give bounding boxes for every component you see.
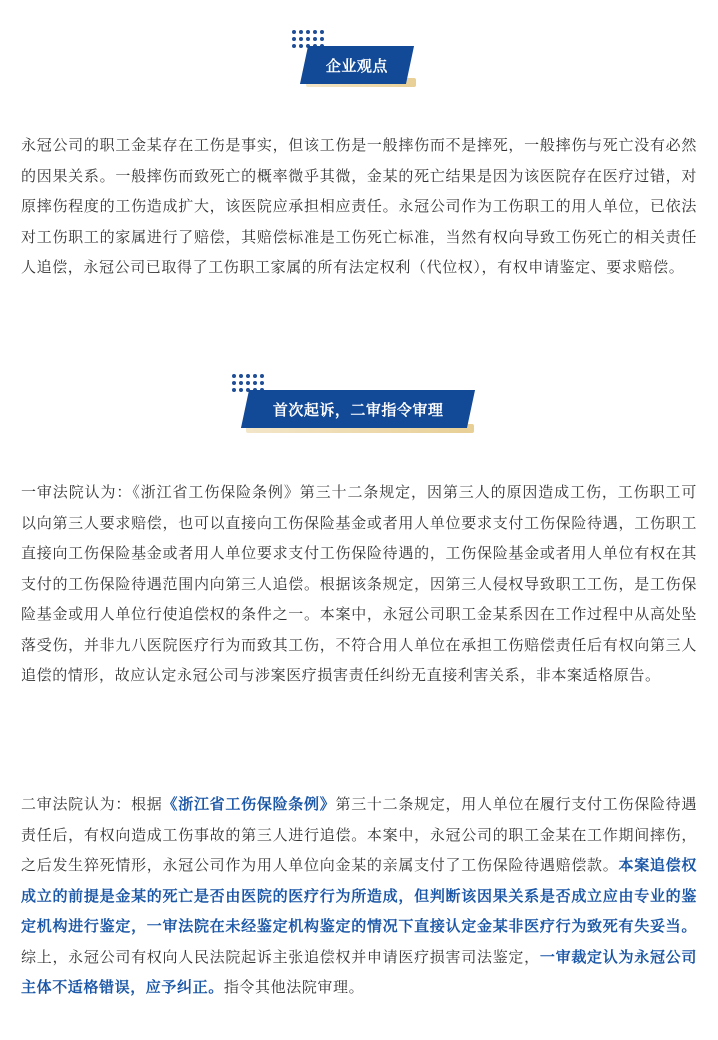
text-run: 第三十二条规定，用人单位在履行支付工伤保险待遇责任后，有权向造成工伤事故的第三人进行追偿。本案中，永冠公司的职工金某在工作期间摔伤，之后发生猝死情形，永冠公司作为用人单位向金某的亲属支付了工伤保险待遇赔偿款。 xyxy=(21,795,697,874)
text-run: 二审法院认为：根据 xyxy=(21,795,163,813)
regulation-citation: 《浙江省工伤保险条例》 xyxy=(162,795,336,813)
section-heading-2 xyxy=(0,372,718,436)
highlighted-ruling: 一审裁定认为永冠公司主体不适格错误，应予纠正。 xyxy=(21,947,697,996)
highlighted-reasoning: 本案追偿权成立的前提是金某的死亡是否由医院的医疗行为所造成，但判断该因果关系是否成立应由专业的鉴定机构进行鉴定，一审法院在未经鉴定机构鉴定的情况下直接认定金某非医疗行为致死有失妥当。 xyxy=(21,856,697,935)
second-instance-paragraph xyxy=(21,789,697,1003)
section-title: 企业观点 xyxy=(325,56,388,75)
section1-paragraph: 永冠公司的职工金某存在工伤是事实，但该工伤是一般摔伤而不是摔死，一般摔伤与死亡没有必然的因果关系。一般摔伤而致死亡的概率微乎其微，金某的死亡结果是因为该医院存在医疗过错，对原摔伤程度的工伤造成扩大，该医院应承担相应责任。永冠公司作为工伤职工的用人单位，已依法对工伤职工的家属进行了赔偿，其赔偿标准是工伤死亡标准，当然有权向导致工伤死亡的相关责任人追偿，永冠公司已取得了工伤职工家属的所有法定权利（代位权），有权申请鉴定、要求赔偿。 xyxy=(21,136,697,276)
heading-banner xyxy=(241,390,475,428)
section-title: 首次起诉，二审指令审理 xyxy=(272,400,444,419)
text-run: 指令其他法院审理。 xyxy=(223,978,365,996)
section-heading-1 xyxy=(0,28,718,92)
first-instance-paragraph: 一审法院认为：《浙江省工伤保险条例》第三十二条规定，因第三人的原因造成工伤，工伤职工可以向第三人要求赔偿，也可以直接向工伤保险基金或者用人单位要求支付工伤保险待遇，工伤职工直接向工伤保险基金或者用人单位要求支付工伤保险待遇的，工伤保险基金或者用人单位有权在其支付的工伤保险待遇范围内向第三人追偿。根据该条规定，因第三人侵权导致职工工伤，是工伤保险基金或用人单位行使追偿权的条件之一。本案中，永冠公司职工金某系因在工作过程中从高处坠落受伤，并非九八医院医疗行为而致其工伤，不符合用人单位在承担工伤赔偿责任后有权向第三人追偿的情形，故应认定永冠公司与涉案医疗损害责任纠纷无直接利害关系，非本案适格原告。 xyxy=(21,483,697,684)
text-run: 综上，永冠公司有权向人民法院起诉主张追偿权并申请医疗损害司法鉴定， xyxy=(21,947,540,966)
heading-banner xyxy=(300,46,414,84)
